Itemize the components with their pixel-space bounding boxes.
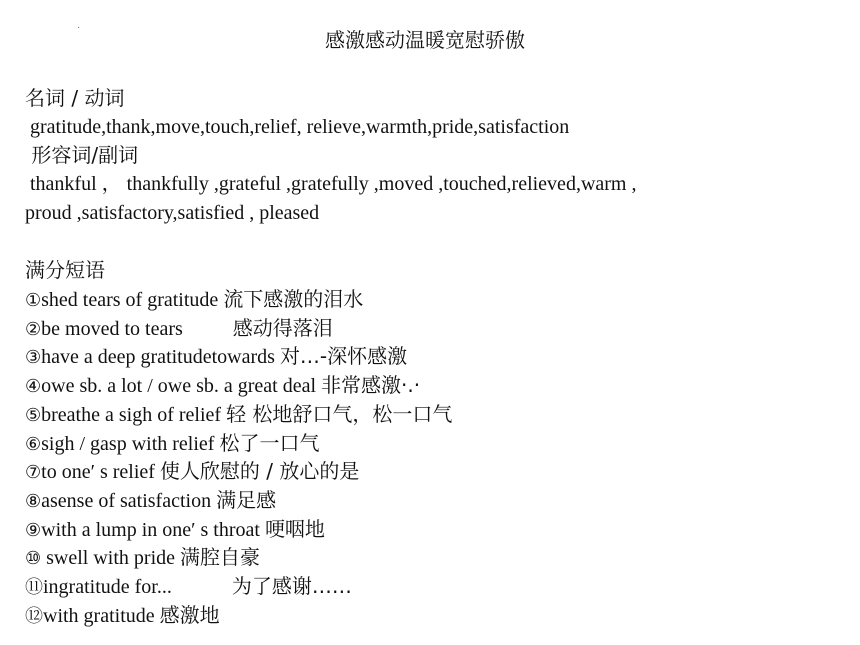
- phrase-number: ⑦: [25, 462, 42, 484]
- phrase-item: [25, 572, 352, 602]
- phrase-term: to one′ s relief: [41, 461, 160, 484]
- phrase-meaning: 使人欣慰的 / 放心的是: [159, 459, 360, 484]
- phrase-number: ⑨: [25, 519, 42, 541]
- adjectives-adverbs-words-line1: thankful ， thankfully ,grateful ,gratefully ,moved ,touched,relieved,warm ,: [25, 173, 637, 195]
- adjectives-adverbs-heading: 形容词/副词: [25, 143, 139, 167]
- phrase-meaning: 感激地: [159, 602, 220, 627]
- phrase-meaning: 哽咽地: [264, 516, 325, 541]
- phrase-meaning: 感动得落泪: [232, 315, 333, 340]
- decor-dot: ·: [77, 22, 81, 33]
- phrase-item: [25, 342, 407, 372]
- nouns-verbs-heading: 名词 / 动词: [25, 86, 125, 110]
- phrase-term: with gratitude: [43, 604, 160, 627]
- phrase-term: breathe a sigh of relief: [41, 403, 227, 426]
- phrase-meaning: 松了一口气: [219, 430, 320, 455]
- phrase-meaning: 对…-深怀感激: [279, 344, 408, 369]
- phrase-item: [25, 285, 363, 315]
- phrase-item: [25, 515, 325, 545]
- phrase-term: shed tears of gratitude: [41, 289, 224, 311]
- phrase-meaning: 满腔自豪: [180, 545, 261, 570]
- phrase-term: be moved to tears: [41, 317, 233, 340]
- phrase-number: ⑫: [25, 605, 43, 627]
- phrase-item: [25, 543, 260, 573]
- phrase-number: ⑤: [25, 404, 42, 426]
- phrase-item: [25, 314, 333, 344]
- phrase-term: have a deep gratitudetowards: [41, 346, 280, 369]
- phrase-item: [25, 486, 276, 516]
- phrase-number: ③: [25, 347, 42, 369]
- phrase-term: ingratitude for...: [43, 576, 232, 598]
- phrase-number: ②: [25, 318, 42, 340]
- phrase-term: owe sb. a lot / owe sb. a great deal: [41, 375, 322, 398]
- phrase-meaning: 非常感激·.·: [321, 373, 421, 398]
- phrase-number: ①: [25, 290, 42, 311]
- phrase-item: [25, 371, 420, 401]
- phrase-item: [25, 429, 319, 459]
- page-title: 感激感动温暖宽慰骄傲: [325, 28, 525, 52]
- phrase-number: ⑩: [25, 548, 42, 570]
- phrase-number: ⑧: [25, 490, 42, 512]
- phrase-term: swell with pride: [41, 547, 181, 570]
- phrase-number: ④: [25, 376, 42, 398]
- adjectives-adverbs-words-line2: proud ,satisfactory,satisfied , pleased: [25, 202, 320, 224]
- phrase-meaning: 轻 松地舒口气，松一口气: [226, 401, 453, 426]
- phrase-meaning: 满足感: [216, 487, 277, 512]
- nouns-verbs-words: gratitude,thank,move,touch,relief, relieve,warmth,pride,satisfaction: [25, 116, 570, 138]
- phrase-number: ⑥: [25, 433, 42, 455]
- phrase-meaning: 流下感激的泪水: [223, 287, 364, 311]
- phrase-meaning: 为了感谢……: [231, 574, 352, 598]
- phrase-item: [25, 400, 452, 430]
- phrase-number: ⑪: [25, 577, 43, 598]
- phrase-term: asense of satisfaction: [41, 489, 217, 512]
- phrase-term: sigh / gasp with relief: [41, 432, 220, 455]
- phrases-heading: 满分短语: [25, 258, 105, 282]
- phrase-item: [25, 457, 359, 487]
- phrase-term: with a lump in one′ s throat: [41, 518, 265, 541]
- phrase-item: [25, 601, 220, 631]
